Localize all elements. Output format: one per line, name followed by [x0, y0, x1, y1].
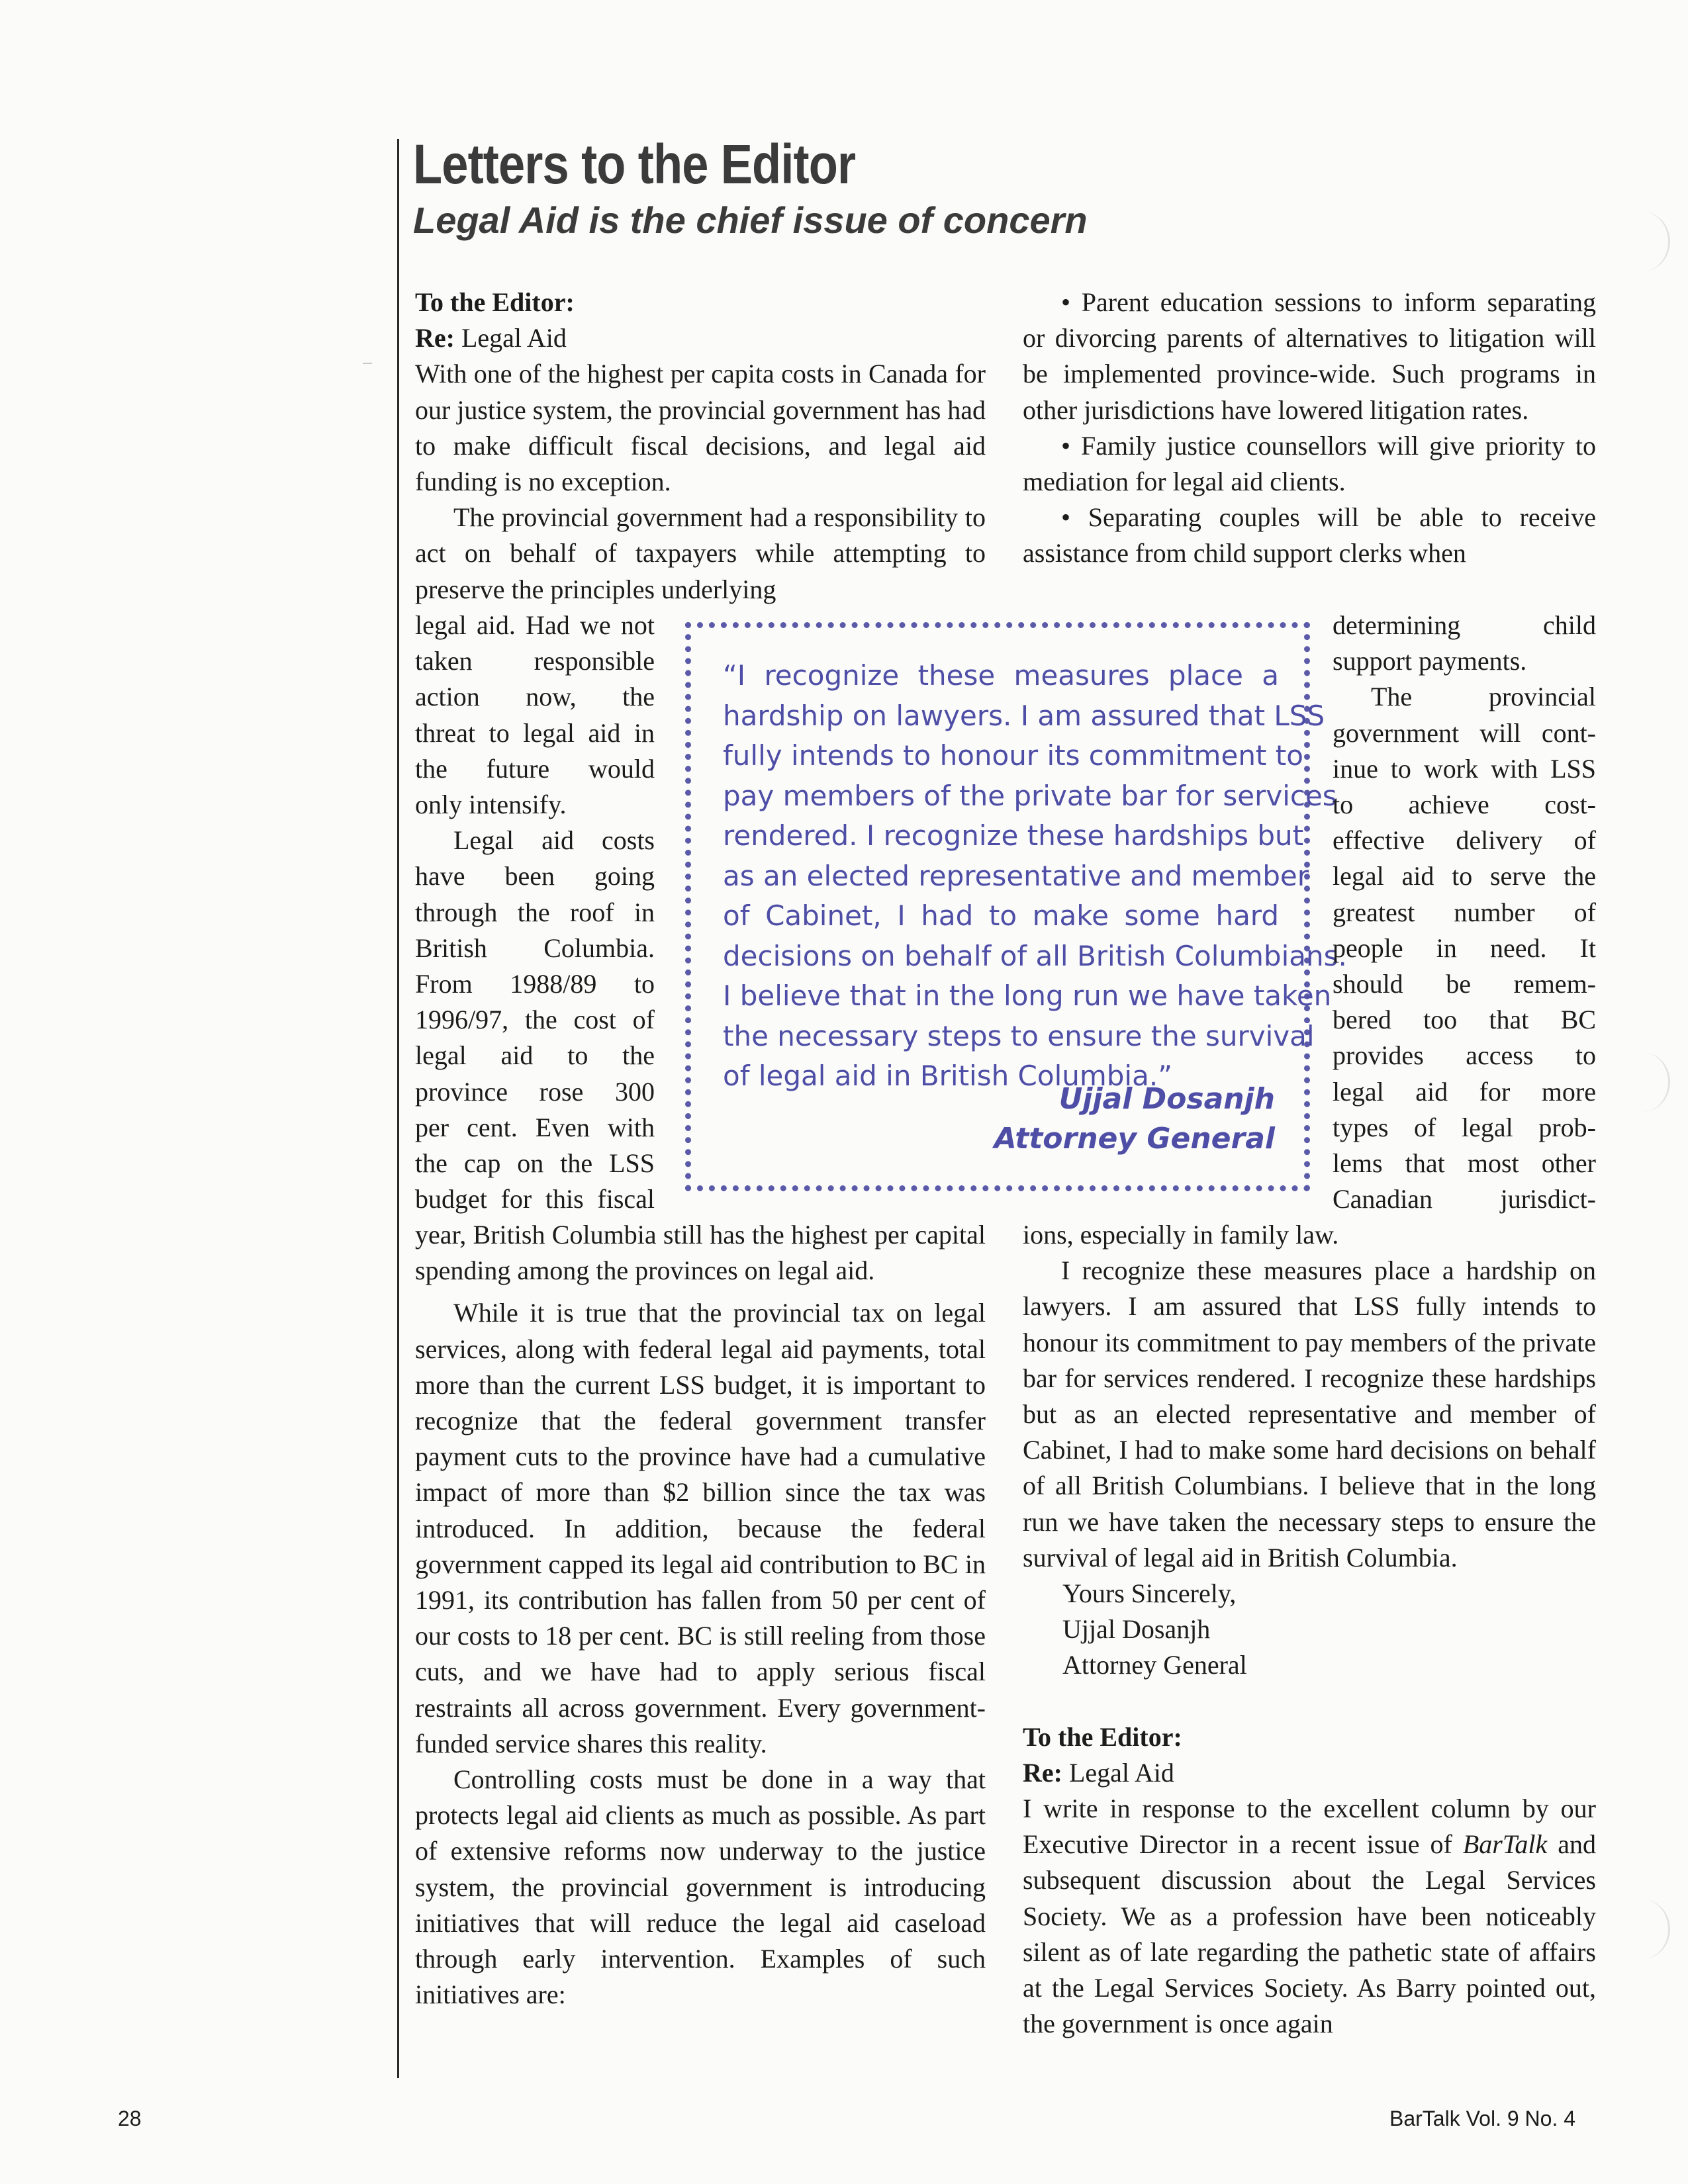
narrow-line: provides access to — [1333, 1040, 1596, 1071]
narrow-line: budget for this fiscal — [415, 1184, 655, 1214]
letter2-re-line — [1023, 1755, 1596, 1791]
letter1-paragraph-1: With one of the highest per capita costs in Canada for our justice system, the provincial government has had to make difficult fiscal decisions, and legal aid funding is no exception. — [415, 359, 986, 497]
pull-quote-line: “I recognize these measures place a — [723, 659, 1279, 692]
page-subtitle: Legal Aid is the chief issue of concern — [413, 199, 1088, 241]
letter1-signer-title: Attorney General — [1062, 1650, 1247, 1680]
letter1-paragraph-3-cont: year, British Columbia still has the highest per capital spending among the provinces on legal aid. — [415, 1220, 986, 1286]
narrow-line: province rose 300 — [415, 1076, 655, 1107]
page-title: Letters to the Editor — [413, 133, 856, 195]
left-column-top — [415, 285, 986, 608]
narrow-line: legal aid. Had we not — [415, 610, 655, 640]
pull-quote-attribution — [994, 1079, 1275, 1159]
publication-footer: BarTalk Vol. 9 No. 4 — [1389, 2107, 1576, 2130]
punch-hole-middle — [1615, 1052, 1670, 1112]
pull-quote-author-title: Attorney General — [994, 1122, 1275, 1156]
narrow-line: types of legal prob- — [1333, 1112, 1596, 1142]
page-number: 28 — [118, 2107, 142, 2130]
letter1-signer-name: Ujjal Dosanjh — [1062, 1614, 1211, 1645]
narrow-line: the cap on the LSS — [415, 1148, 655, 1179]
bullet-parent-education: • Parent education sessions to inform separating or divorcing parents of alternatives to litigation will be implemented province-wide. Such programs in other jurisdictions have lowered litigation rates. — [1023, 287, 1596, 425]
letter1-re-line — [415, 320, 986, 356]
letter1-paragraph-6-cont: ions, especially in family law. — [1023, 1220, 1339, 1250]
left-column-bottom — [415, 1217, 986, 2013]
narrow-line: determining child — [1333, 610, 1596, 640]
narrow-line: Canadian jurisdict- — [1333, 1184, 1596, 1214]
left-narrow-column — [415, 608, 655, 1217]
narrow-line: legal aid to the — [415, 1040, 655, 1071]
narrow-line: inue to work with LSS — [1333, 753, 1596, 784]
re-value: Legal Aid — [454, 323, 567, 353]
letter1-paragraph-4: While it is true that the provincial tax on legal services, along with federal legal aid payments, total more than the current LSS budget, it is important to recognize that the federal government transfer payment cuts to the province have had a cumulative impact of more than $2 billion since the tax was introduced. In addition, because the federal government capped its legal aid contribution to BC in 1991, its contribution has fallen from 50 per cent of our costs to 18 per cent. BC is still reeling from those cuts, and we have had to apply serious fiscal restraints all across government. Every government-funded service shares this reality. — [415, 1298, 986, 1758]
narrow-line: bered too that BC — [1333, 1005, 1596, 1035]
pull-quote-line: fully intends to honour its commitment to — [723, 739, 1303, 772]
narrow-line: From 1988/89 to — [415, 969, 655, 999]
narrow-line: government will cont- — [1333, 717, 1596, 748]
narrow-line: The provincial — [1371, 682, 1596, 712]
letter1-closing: Yours Sincerely, — [1062, 1578, 1237, 1609]
narrow-line: taken responsible — [415, 646, 655, 676]
pull-quote-line: as an elected representative and member — [723, 859, 1309, 892]
pull-quote-line: of Cabinet, I had to make some hard — [723, 899, 1279, 932]
re-label: Re: — [1023, 1757, 1062, 1788]
letter1-paragraph-5: Controlling costs must be done in a way that protects legal aid clients as much as possible. As part of extensive reforms now underway to the justice system, the provincial government is introducing initiatives that will reduce the legal aid caseload through early intervention. Examples of such initiatives are: — [415, 1764, 986, 2010]
vertical-rule — [397, 139, 399, 2078]
pull-quote-line: pay members of the private bar for services — [723, 779, 1337, 812]
pull-quote-line: I believe that in the long run we have taken — [723, 979, 1332, 1012]
narrow-line: British Columbia. — [415, 933, 655, 963]
pull-quote-line: of legal aid in British Columbia.” — [723, 1060, 1172, 1092]
narrow-line: legal aid for more — [1333, 1076, 1596, 1107]
narrow-line: have been going — [415, 861, 655, 891]
margin-mark — [363, 363, 372, 364]
narrow-line: threat to legal aid in — [415, 717, 655, 748]
letter1-salutation: To the Editor: — [415, 287, 575, 317]
bullet-family-justice: • Family justice counsellors will give priority to mediation for legal aid clients. — [1023, 430, 1596, 497]
pull-quote-line: decisions on behalf of all British Columbians. — [723, 939, 1347, 972]
bullet-child-support: • Separating couples will be able to receive assistance from child support clerks when — [1023, 502, 1596, 569]
pull-quote-box — [685, 622, 1347, 1191]
letter2-paragraph-1 — [1023, 1791, 1596, 2042]
re-value: Legal Aid — [1062, 1757, 1174, 1788]
letter1-paragraph-7: I recognize these measures place a hardship on lawyers. I am assured that LSS fully intends to honour its commitment to pay members of the private bar for services rendered. I recognize these hardships but as an elected representative and member of Cabinet, I had to make some hard decisions on behalf of all British Columbians. I believe that in the long run we have taken the necessary steps to ensure the survival of legal aid in British Columbia. — [1023, 1255, 1596, 1572]
right-column-bottom — [1023, 1217, 1596, 2042]
pull-quote-text — [723, 656, 1347, 1097]
right-column-top — [1023, 285, 1596, 572]
pull-quote-line: rendered. I recognize these hardships but — [723, 819, 1304, 852]
letter2-salutation: To the Editor: — [1023, 1721, 1182, 1752]
narrow-line: per cent. Even with — [415, 1112, 655, 1142]
right-narrow-column — [1333, 608, 1596, 1217]
narrow-line: action now, the — [415, 682, 655, 712]
narrow-line: only intensify. — [415, 790, 567, 820]
pull-quote-line: the necessary steps to ensure the survival — [723, 1019, 1315, 1052]
publication-name: BarTalk — [1462, 1829, 1548, 1860]
narrow-line: the future would — [415, 753, 655, 784]
narrow-line: legal aid to serve the — [1333, 861, 1596, 891]
pull-quote-author: Ujjal Dosanjh — [1058, 1082, 1275, 1116]
narrow-line: effective delivery of — [1333, 825, 1596, 856]
letter2-text: and subsequent discussion about the Legal Services Society. We as a profession have been noticeably silent as of late regarding the pathetic state of affairs at the Legal Services Society. As Barry pointed out, the government is once again — [1023, 1829, 1596, 2039]
pull-quote-line: hardship on lawyers. I am assured that LSS — [723, 699, 1325, 732]
narrow-line: people in need. It — [1333, 933, 1596, 963]
punch-hole-bottom — [1615, 1899, 1670, 1959]
letter1-paragraph-2: The provincial government had a responsibility to act on behalf of taxpayers while attempting to preserve the principles underlying — [415, 502, 986, 604]
narrow-line: should be remem- — [1333, 969, 1596, 999]
narrow-line: support payments. — [1333, 646, 1527, 676]
letter2-text: I write in response to the excellent column by our Executive Director in a recent issue of — [1023, 1794, 1596, 1860]
narrow-line: through the roof in — [415, 897, 655, 927]
narrow-line: 1996/97, the cost of — [415, 1005, 655, 1035]
narrow-line: to achieve cost- — [1333, 790, 1596, 820]
re-label: Re: — [415, 323, 455, 353]
narrow-line: lems that most other — [1333, 1148, 1596, 1179]
narrow-line: Legal aid costs — [453, 825, 655, 856]
narrow-line: greatest number of — [1333, 897, 1596, 927]
